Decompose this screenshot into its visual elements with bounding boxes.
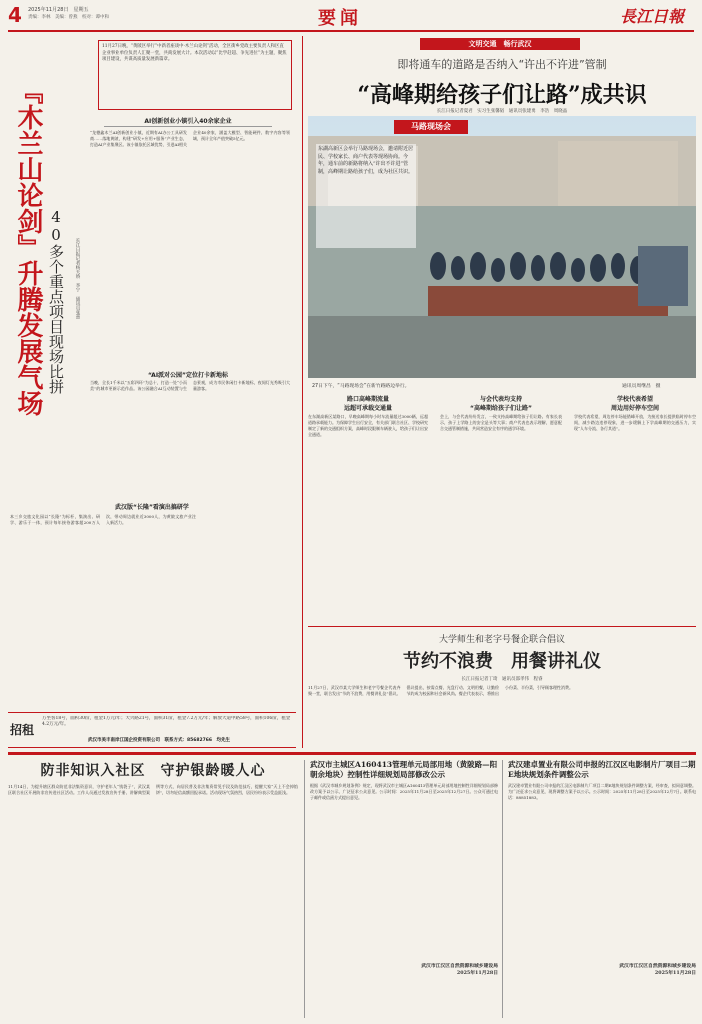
bottom-left-story — [8, 760, 298, 1018]
section1-heading: AI创新创业小镇引入40余家企业 — [144, 118, 232, 125]
photo-caption: 27日下午，“马路现场会”在新竹路路边举行。 — [312, 384, 410, 389]
bottom-right-body: 武汉建卓置业有限公司申报的江汉区电影制片厂项目二期E地块规划条件调整方案，经审查，拟同意调整。为广泛征求公众意见，现将调整方案予以公示。公示时间：2025年11月28日至2025年12月7日。联系电话：88851883。 — [508, 783, 696, 800]
story-subtitle: 40多个重点项目现场比拼 — [47, 208, 65, 394]
column-divider — [302, 36, 303, 748]
bottom-mid-signature: 武汉市江汉区自然资源和城乡建设局 2025年11月28日 — [421, 963, 498, 976]
mid-byline: 长江日报记者丁琦 通讯员邵孝伟 程睿 — [461, 677, 543, 682]
col1-heading: 路口高峰期流量 远超可承载交通量 — [343, 396, 392, 412]
masthead: 長江日報 — [620, 7, 685, 26]
kicker-text: 文明交通 畅行武汉 — [468, 40, 532, 48]
bottom-mid-notice — [310, 760, 498, 1018]
section3-body: 本三乡交旅文化园以“长隆”为标杆，集演出、研学、游乐于一体，预计每年接待游客超200万人次，带动周边就业近3000人，为黄陂文旅产业注入新活力。 — [10, 514, 196, 525]
divider — [502, 760, 503, 1018]
bottom-right-notice — [508, 760, 696, 1018]
bottom-rule — [8, 752, 696, 755]
bottom-mid-title: 武汉市主城区A160413管理单元局部用地（黄陂路—阳朝余地块）控制性详细规划局部修改公示 — [310, 760, 498, 779]
col2 — [440, 394, 562, 664]
bottom-mid-body: 根据《武汉市城乡规划条例》规定，现将武汉市主城区A160413管理单元局部用地控制性详细规划局部修改方案予以公示，广泛征求公众意见。公示时间：2025年11月28日至2025年12月27日。公众可通过电子邮件或信函方式提出意见。 — [310, 783, 498, 800]
section1-body: “龙德鑫木兰AI创新创业小镇，近期有AI办公工具研发商……落地黄陂，构建“研发+应用+服务”产业生态，打造AI产业集聚区。该小镇依托区域优势，引进AI相关企业40余家，涵盖大模型、智能硬件、数字内容等领域，预计全年产值突破5亿元。 — [90, 130, 290, 147]
page-header — [8, 4, 696, 30]
bottom-right-title: 武汉建卓置业有限公司申报的江汉区电影制片厂项目二期E地块规划条件调整公示 — [508, 760, 696, 779]
col1-body: 在东湖高新区某路口，早晚高峰期每小时车流量超过3000辆，远超道路承载能力。为保障学生出行安全，有关部门联合社区、学校研究制定了新的交通组织方案，高峰时段限制车辆驶入，给孩子们让出安全通道。 — [308, 414, 428, 437]
col3-body: 学校代表希望，周边停车场能错峰开放，为接送家长提供临时停车空间，减少路边违停现象，进一步缓解上下学高峰期的交通压力，实现“人车分流、各行其道”。 — [574, 414, 696, 431]
rental-text: 万坐客18号，面积30㎡，租金1万元/年；大兴路21号，面积31㎡，租金7.2万元/年；解放大道中路58号，面积106㎡，租金4.2万元/年。 — [42, 716, 291, 727]
col2-body: 会上，与会代表纷纷发言，一致支持高峰期给孩子们让路。有家长表示，孩子上学路上的安全是头等大事；商户代表也表示理解，愿意配合交通管制措施，共同营造安全有序的通学环境。 — [440, 414, 562, 431]
divider — [304, 760, 305, 1018]
story-intro: 11月27日晚，“黄陂区举行”中新者座谈中·木兰山论剑”活动，全区街乡党政主要负责人和区直企业事业单位负责人汇聚一堂，共商发展大计。本次活动以“比学赶超、争先进位”为主题，聚焦项目建设，共谋高质量发展新篇章。 — [98, 40, 292, 110]
photo-credit: 通讯员周继昌 摄 — [622, 384, 661, 389]
photo-caption-box: 东湖高新区会举行马路现场会，邀请附近居民、学校家长、商户代表等现场协商。今年，通车前的新路将纳入“许出不许进”管制，高峰期让路给孩子们，成为社区共识。 — [316, 144, 416, 248]
headline: “高峰期给孩子们让路”成共识 — [357, 82, 647, 108]
kicker-banner — [420, 38, 580, 50]
col1 — [308, 394, 428, 664]
mid-body: 11月27日，武汉市某大学师生和老字号餐企代表齐聚一堂，联合发出“节约不浪费，用餐讲礼仪”倡议。倡议提出，按需点餐、光盘行动、文明用餐，让勤俭节约成为校园和社会新风尚。餐企代表表示，将推出小份菜、半份菜，引导顾客理性消费。 — [308, 685, 573, 696]
col3-heading: 学校代表希望 周边用好停车空间 — [610, 396, 659, 412]
section3-heading: 武汉版“长隆”看演出搞研学 — [115, 504, 189, 511]
headline-deck: 即将通车的道路是否纳入“许出不许进”管制 — [397, 58, 607, 71]
rental-contact: 武汉市美丰南岸江国企投资有限公司 联系方式：85682766 均先生 — [88, 738, 231, 743]
editors-credit: 责编：李林 美编：曾燕 校对：谭中和 — [28, 15, 109, 20]
issue-date: 2025年11月28日 星期五 — [28, 7, 89, 13]
col3 — [574, 394, 696, 664]
bottom-left-body: 11月14日，为提升辖区群众防范非法集资意识，守护老年人“钱袋子”，武汉某区联合社区开展防非宣传进社区活动。工作人员通过发放宣传手册、讲解典型案例等方式，向居民普及非法集资常见手段及防范技巧，提醒大家“天上不会掉馅饼”，切勿轻信高额回报承诺。活动现场气氛热烈，居民纷纷表示受益匪浅。 — [8, 784, 298, 795]
divider — [104, 126, 272, 127]
mid-headline: 节约不浪费 用餐讲礼仪 — [403, 651, 601, 672]
rental-notice — [8, 712, 296, 748]
page-number: 4 — [8, 3, 22, 27]
story-title: 『木兰山论剑』升腾发展气场 — [13, 78, 43, 416]
bottom-left-title: 防非知识入社区 守护银龄暖人心 — [40, 763, 266, 779]
rental-label: 招租 — [10, 723, 35, 737]
mid-deck: 大学师生和老字号餐企联合倡议 — [438, 635, 565, 645]
headline-byline: 长江日报记者夏君 实习生张馨韬 通讯员张建勇 李浩 周晓晶 — [436, 109, 568, 114]
photo-sign: 马路现场会 — [394, 120, 468, 134]
section2-heading: “AI派对公园”定位打卡新地标 — [148, 372, 228, 379]
bottom-right-signature: 武汉市江汉区自然资源和城乡建设局 2025年11月28日 — [619, 963, 696, 976]
right-mid-story — [308, 632, 696, 753]
story-byline: 长江日报记者杨天娇 李宁 通讯员张蕾 — [75, 238, 80, 319]
section-title: 要闻 — [318, 8, 362, 29]
header-rule — [8, 30, 694, 32]
section2-body: 当晚，全长1千米以“五彩四环”为总十，打造一处“小而美”的城市更新示范作品。该公园融合AI互动装置与生态景观，成为市民休闲打卡新地标，夜间灯光秀吸引大量游客。 — [90, 380, 290, 391]
col2-heading: 与会代表均支持 “高峰期给孩子们让路” — [470, 396, 532, 412]
news-photo — [308, 116, 696, 378]
mid-rule — [308, 626, 696, 627]
